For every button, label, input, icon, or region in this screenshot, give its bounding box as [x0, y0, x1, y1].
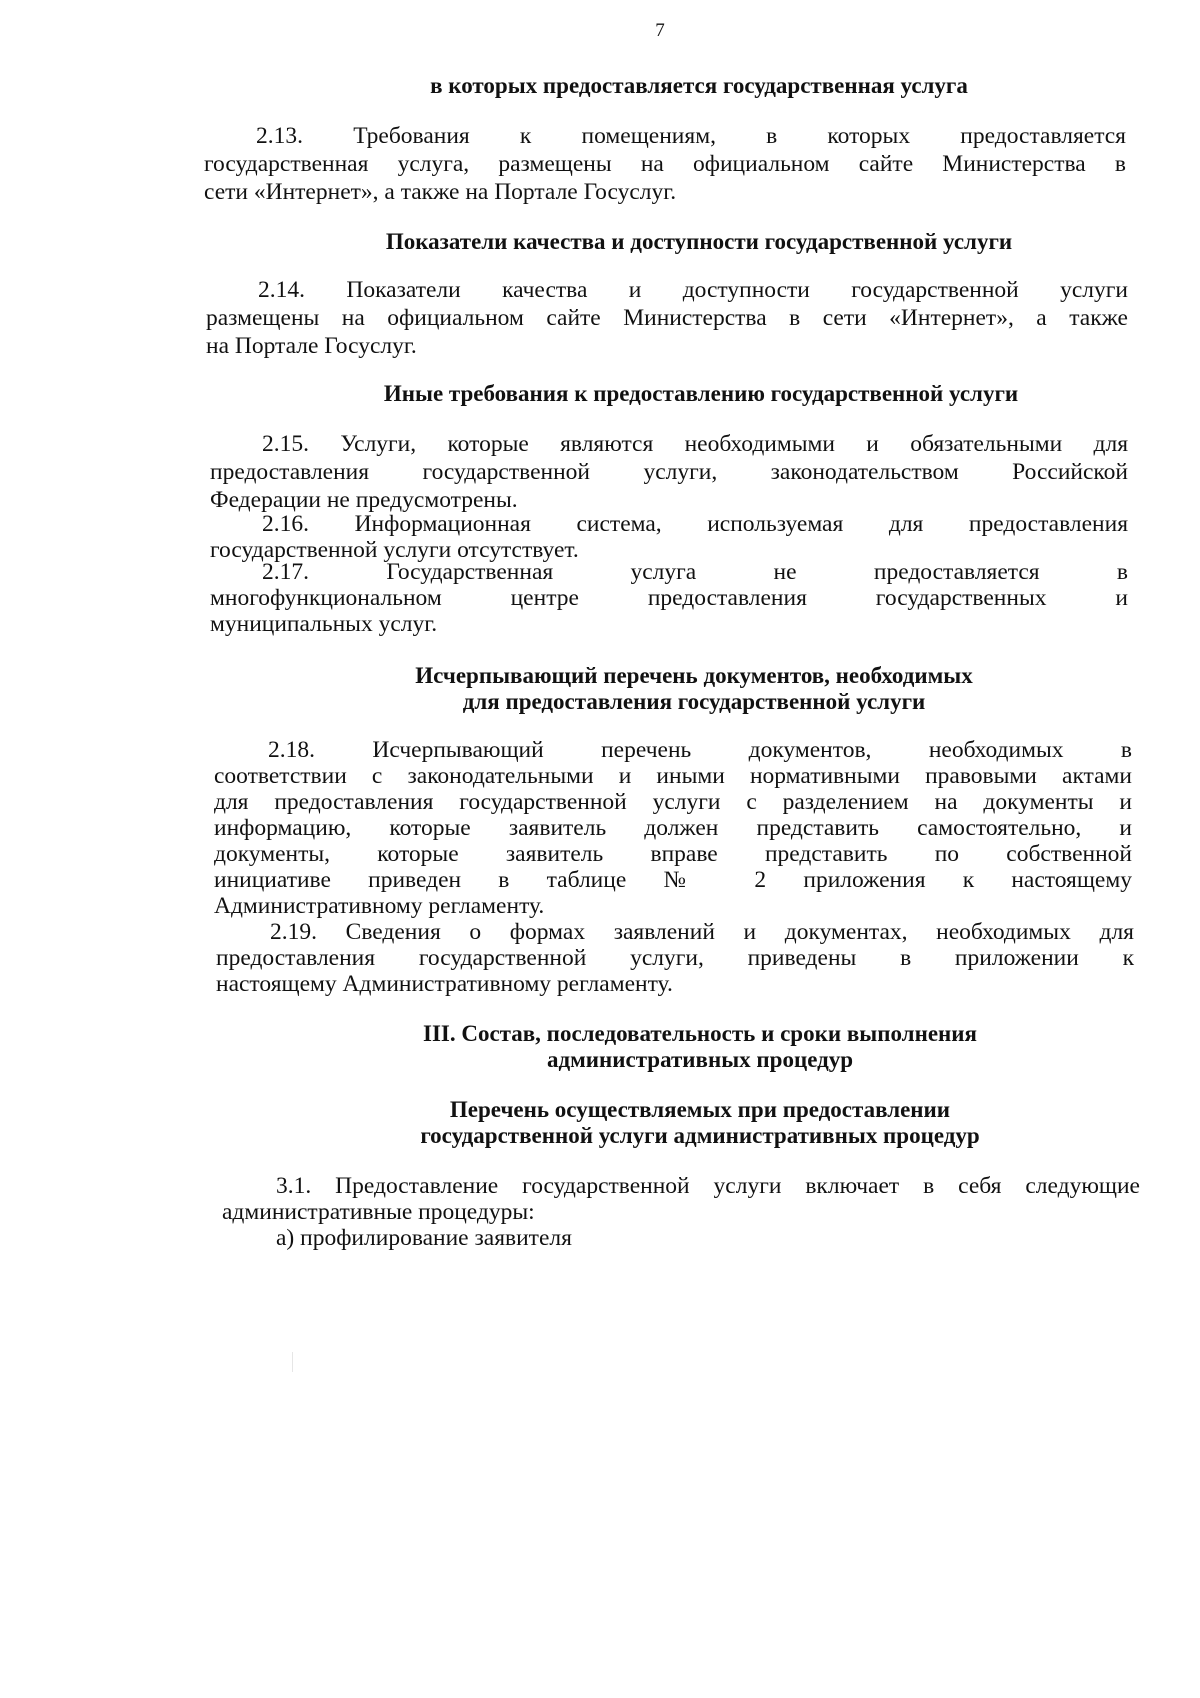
para-2-17-line-3: муниципальных услуг. [210, 611, 438, 637]
heading-section-3-line-2: административных процедур [546, 1047, 854, 1072]
para-2-15-line-2: предоставления государственной услуги, законодательством Российской [210, 459, 1128, 485]
para-2-19-line-2: предоставления государственной услуги, приведены в приложении к [216, 945, 1134, 971]
para-2-18-line-7: Административному регламенту. [214, 893, 545, 919]
heading-procedures-line-2: государственной услуги административных процедур [420, 1123, 980, 1148]
para-2-17-line-2: многофункциональном центре предоставления государственных и [210, 585, 1128, 611]
para-2-19-line-3: настоящему Административному регламенту. [216, 971, 673, 997]
page-number: 7 [655, 20, 665, 41]
para-2-14-line-3: на Портале Госуслуг. [206, 333, 417, 359]
para-2-14-line-1: 2.14. Показатели качества и доступности государственной услуги [258, 277, 1128, 303]
heading-other-requirements: Иные требования к предоставлению государственной услуги [383, 381, 1019, 406]
heading-procedures-line-1: Перечень осуществляемых при предоставлении [449, 1097, 951, 1122]
heading-quality: Показатели качества и доступности государственной услуги [385, 229, 1013, 254]
para-3-1-line-1: 3.1. Предоставление государственной услуги включает в себя следующие [276, 1173, 1140, 1199]
para-3-1-line-2: административные процедуры: [222, 1199, 535, 1225]
para-2-18-line-3: для предоставления государственной услуги с разделением на документы и [214, 789, 1132, 815]
para-2-16-line-1: 2.16. Информационная система, используемая для предоставления [262, 511, 1128, 537]
para-2-18-line-2: соответствии с законодательными и иными нормативными правовыми актами [214, 763, 1132, 789]
para-2-13-line-1: 2.13. Требования к помещениям, в которых предоставляется [256, 123, 1126, 149]
para-2-18-line-4: информацию, которые заявитель должен представить самостоятельно, и [214, 815, 1132, 841]
para-2-17-line-1: 2.17. Государственная услуга не предоставляется в [262, 559, 1128, 585]
para-2-18-line-6: инициативе приведен в таблице № 2 приложения к настоящему [214, 867, 1132, 893]
heading-documents-line-2: для предоставления государственной услуги [462, 689, 926, 714]
para-2-13-line-3: сети «Интернет», а также на Портале Госуслуг. [204, 179, 677, 205]
para-2-14-line-2: размещены на официальном сайте Министерства в сети «Интернет», а также [206, 305, 1128, 331]
para-2-18-line-5: документы, которые заявитель вправе представить по собственной [214, 841, 1132, 867]
para-2-15-line-1: 2.15. Услуги, которые являются необходимыми и обязательными для [262, 431, 1128, 457]
para-3-1-item-a: а) профилирование заявителя [276, 1225, 572, 1251]
heading-premises-tail: в которых предоставляется государственная услуга [430, 73, 968, 98]
para-2-16-line-2: государственной услуги отсутствует. [210, 537, 579, 563]
para-2-15-line-3: Федерации не предусмотрены. [210, 487, 518, 513]
scan-artifact [292, 1352, 293, 1372]
heading-section-3-line-1: III. Состав, последовательность и сроки выполнения [423, 1021, 977, 1046]
heading-documents-line-1: Исчерпывающий перечень документов, необходимых [415, 663, 973, 688]
para-2-19-line-1: 2.19. Сведения о формах заявлений и документах, необходимых для [270, 919, 1134, 945]
para-2-13-line-2: государственная услуга, размещены на официальном сайте Министерства в [204, 151, 1126, 177]
para-2-18-line-1: 2.18. Исчерпывающий перечень документов, необходимых в [268, 737, 1132, 763]
